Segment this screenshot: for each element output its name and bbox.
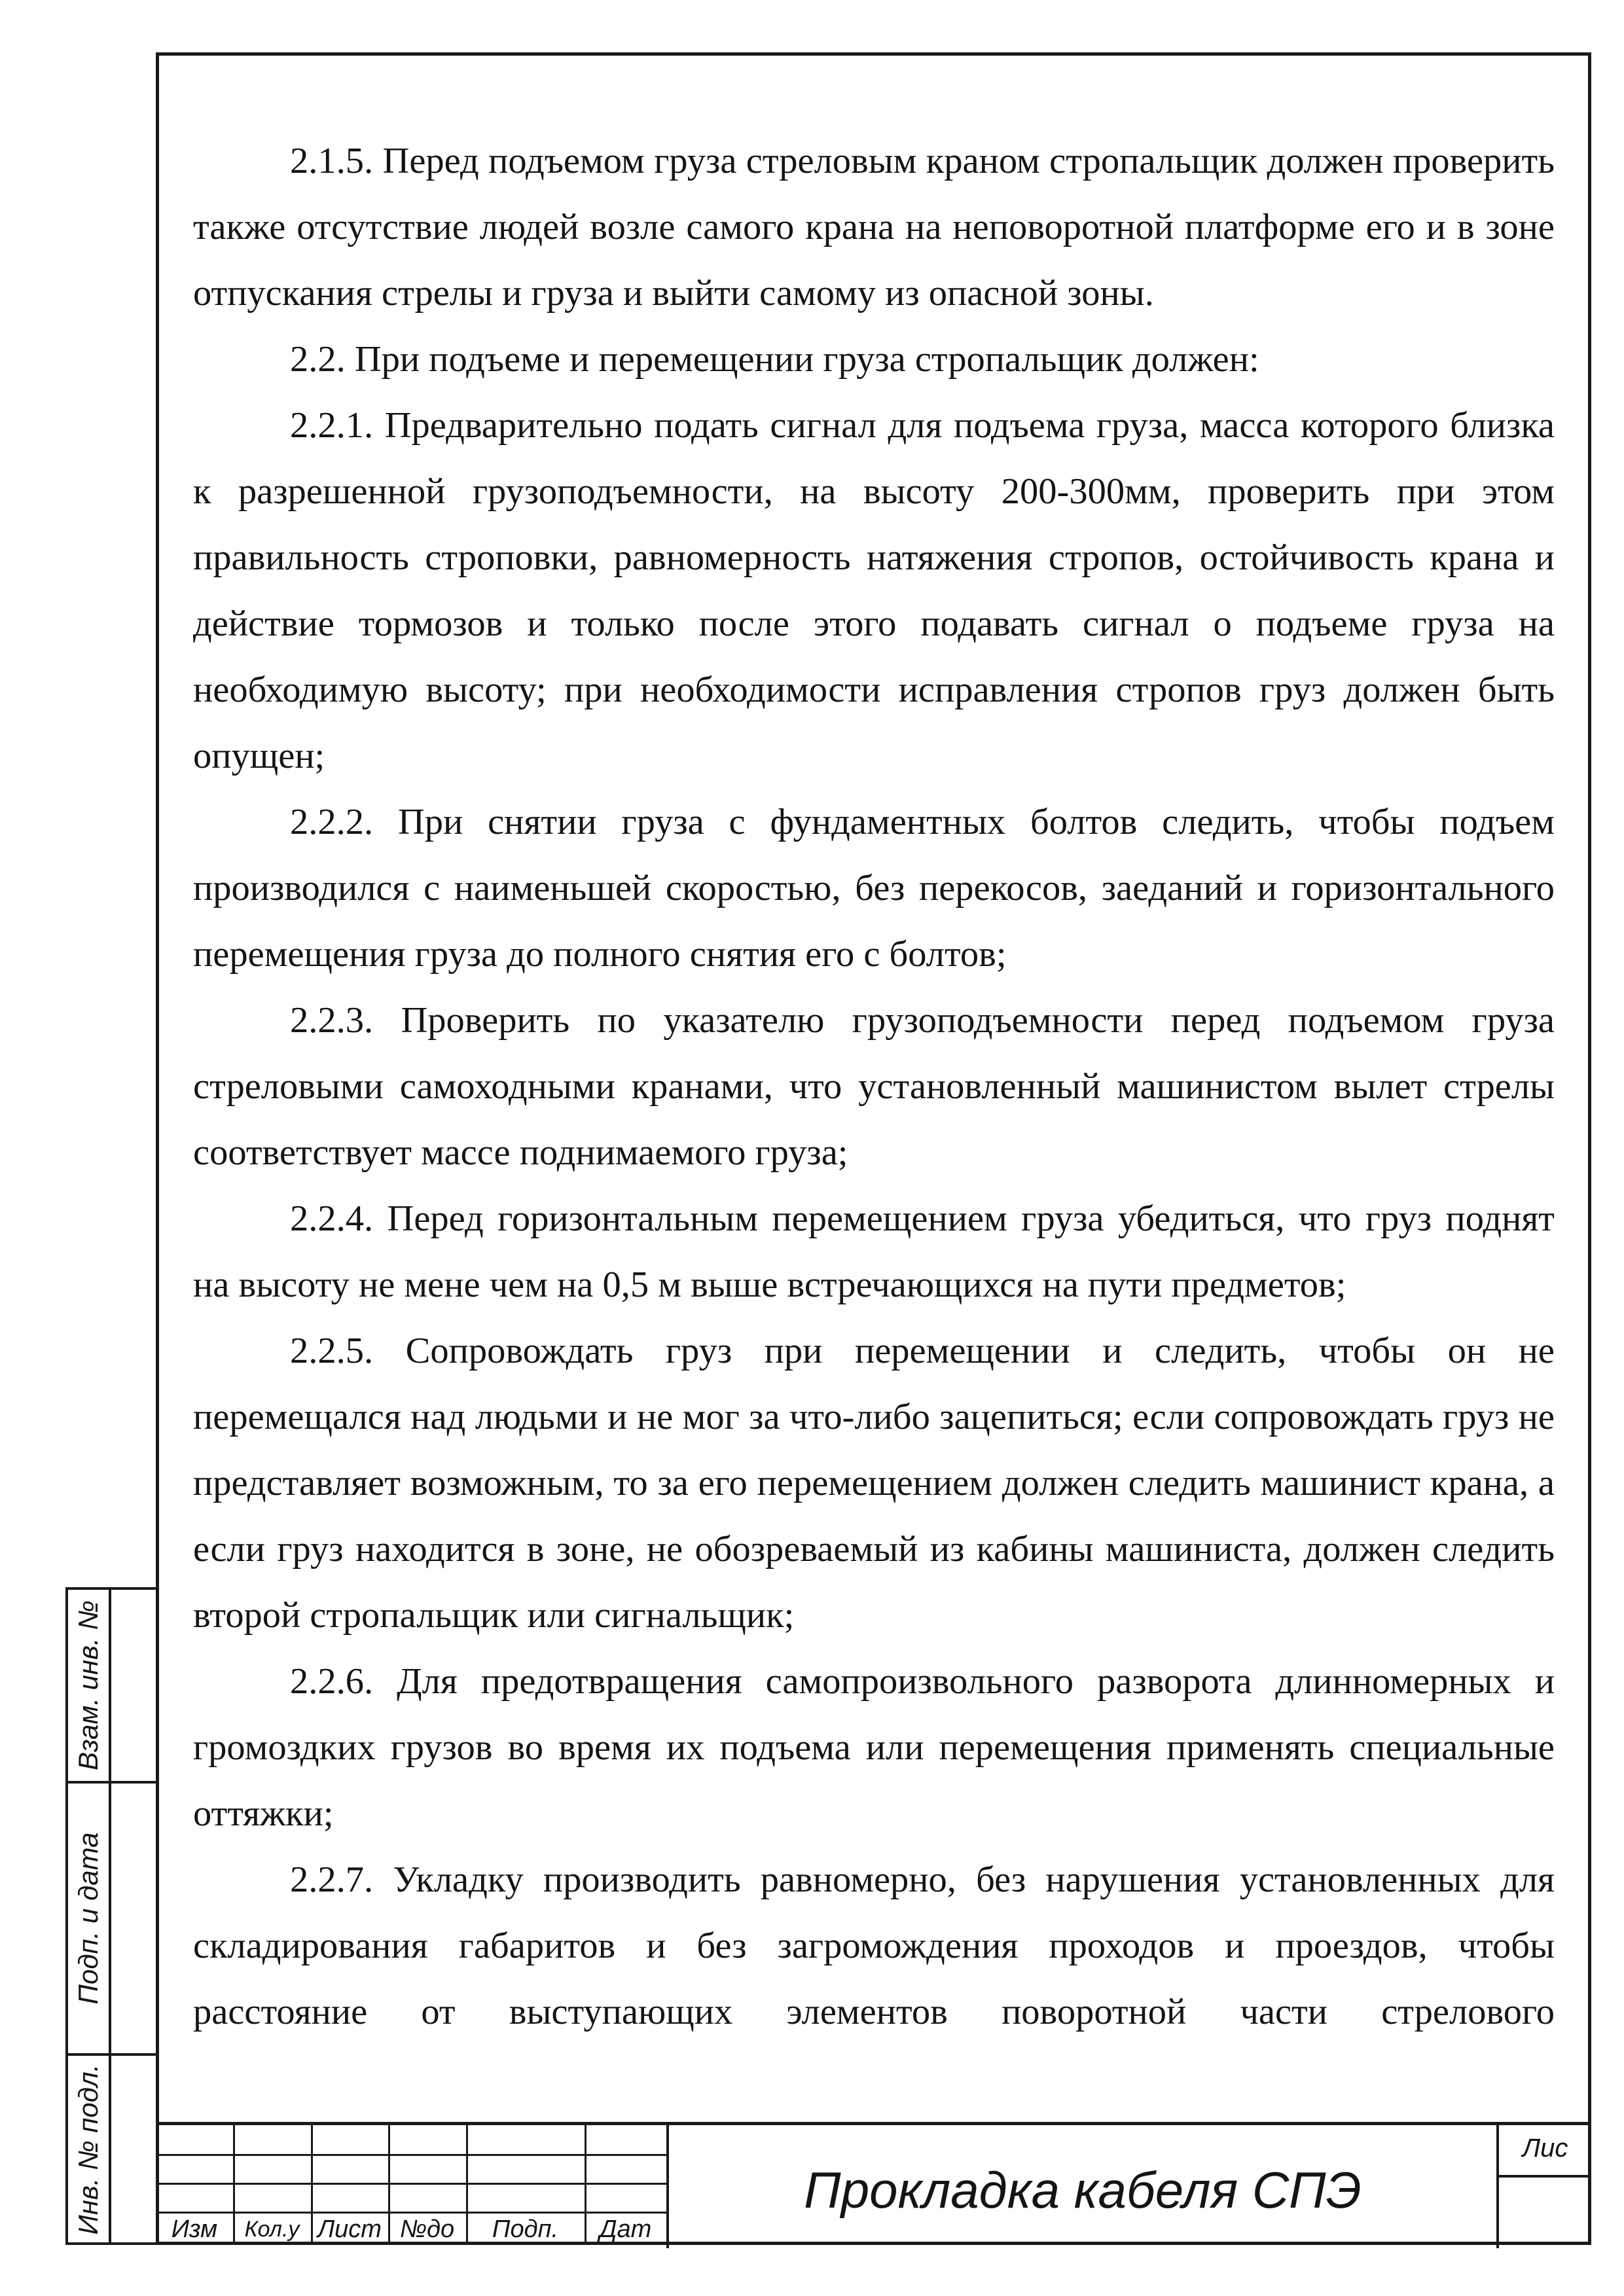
paragraph-2-1-5: 2.1.5. Перед подъемом груза стреловым краном стропальщик должен проверить также отсутствие людей возле самого крана на неповоротной платформе его и в зоне отпускания стрелы и груза и выйти самому из опасной зоны. (193, 141, 1555, 314)
paragraph-2-2-7: 2.2.7. Укладку производить равномерно, без нарушения установленных для складирования габаритов и без загромождения проходов и проездов, чтобы расстояние от выступающих элементов поворотной части стрелового (193, 1859, 1555, 2032)
paragraph-2-2-1: 2.2.1. Предварительно подать сигнал для подъема груза, масса которого близка к разрешенной грузоподъемности, на высоту 200-300мм, проверить при этом правильность строповки, равномерность натяжения стропов, остойчивость крана и действие тормозов и только после этого подавать сигнал о подъеме груза на необходимую высоту; при необходимости исправления стропов груз должен быть опущен; (193, 405, 1555, 776)
paragraph-2-2-2: 2.2.2. При снятии груза с фундаментных болтов следить, чтобы подъем производился с наименьшей скоростью, без перекосов, заеданий и горизонтального перемещения груза до полного снятия его с болтов; (193, 802, 1555, 975)
paragraph-2-2-5: 2.2.5. Сопровождать груз при перемещении и следить, чтобы он не перемещался над людьми и не мог за что-либо зацепиться; если сопровождать груз не представляет возможным, то за его перемещением должен следить машинист крана, а если груз находится в зоне, не обозреваемый из кабины машиниста, должен следить второй стропальщик или сигнальщик; (193, 1331, 1555, 1636)
header-ndoc: №до (399, 2215, 455, 2243)
side-stamp-original-inv (65, 2053, 156, 2245)
side-stamp-signature-date (65, 1781, 156, 2056)
header-list: Лист (317, 2215, 382, 2243)
revision-table (156, 2125, 666, 2245)
document-title-text: Прокладка кабеля СПЭ (804, 2161, 1362, 2219)
side-stamp-replacement-inv (65, 1587, 156, 1784)
paragraph-2-2-4: 2.2.4. Перед горизонтальным перемещением груза убедиться, что груз поднят на высоту не мене чем на 0,5 м выше встречающихся на пути предметов; (193, 1198, 1555, 1305)
signature-date-label: Подп. и дата (73, 1832, 103, 2005)
title-block (156, 2122, 1591, 2245)
sheet-label: Лис (1499, 2125, 1591, 2178)
header-izm: Изм (171, 2215, 218, 2243)
header-kolu: Кол.у (244, 2217, 300, 2242)
document-title (666, 2125, 1499, 2248)
header-date: Дат (599, 2215, 652, 2243)
original-inv-label: Инв. № подл. (73, 2064, 103, 2234)
paragraph-2-2: 2.2. При подъеме и перемещении груза стропальщик должен: (290, 339, 1259, 380)
paragraph-2-2-3: 2.2.3. Проверить по указателю грузоподъемности перед подъемом груза стреловыми самоходными кранами, что установленный машинистом вылет стрелы соответствует массе поднимаемого груза; (193, 1000, 1555, 1173)
replacement-inv-label: Взам. инв. № (73, 1600, 103, 1770)
document-body (193, 128, 1555, 2045)
paragraph-2-2-6: 2.2.6. Для предотвращения самопроизвольного разворота длинномерных и громоздких грузов во время их подъема или перемещения применять специальные оттяжки; (193, 1661, 1555, 1834)
header-signature: Подп. (492, 2215, 559, 2243)
